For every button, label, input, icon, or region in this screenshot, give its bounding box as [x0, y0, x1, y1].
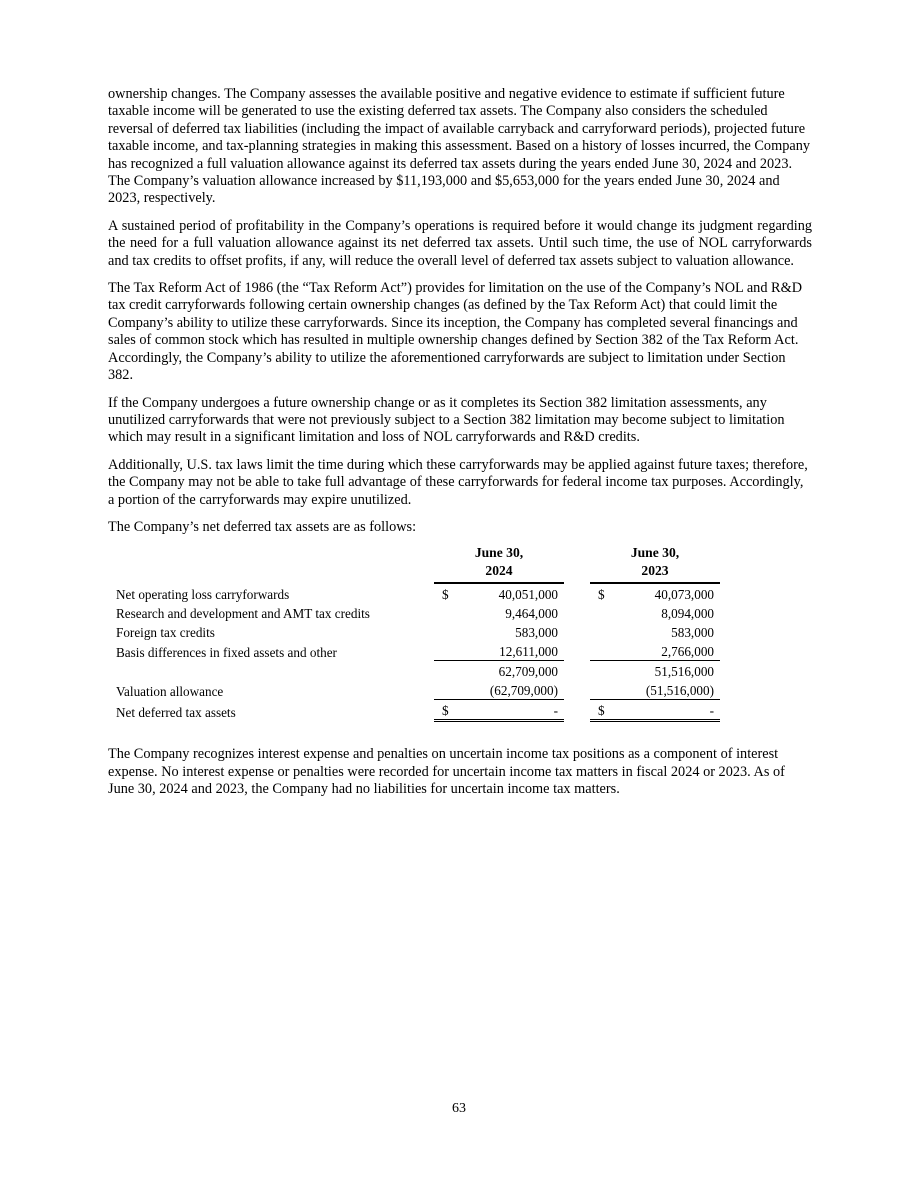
- page-content: [108, 86, 812, 809]
- table-row: Valuation allowance (62,709,000) (51,516,000): [116, 680, 720, 700]
- paragraph-tax-reform-act: The Tax Reform Act of 1986 (the “Tax Reform Act”) provides for limitation on the use of the Company’s NOL and R&D tax credit carryforwards following certain ownership changes (as defined by the Tax Reform Act) that could limit the Company’s ability to utilize these carryforwards. Since its inception, the Company has completed several financings and sales of common stock which has resulted in multiple ownership changes defined by Section 382 of the Tax Reform Act. Accordingly, the Company’s ability to utilize the aforementioned carryforwards are subject to limitation under Section 382.: [108, 280, 803, 384]
- deferred-tax-assets-table: [116, 544, 720, 722]
- table-header-row: [116, 544, 720, 583]
- page-number: 63: [452, 1101, 466, 1116]
- column-header-2023: June 30, 2023: [590, 544, 720, 583]
- paragraph-valuation-allowance: ownership changes. The Company assesses the available positive and negative evidence to estimate if sufficient future taxable income will be generated to use the existing deferred tax assets. The Company also considers the scheduled reversal of deferred tax liabilities (including the impact of available carryback and carryforward periods), projected future taxable income, and tax-planning strategies in making this assessment. Based on a history of losses incurred, the Company has recognized a full valuation allowance against its deferred tax assets during the years ended June 30, 2024 and 2023. The Company’s valuation allowance increased by $11,193,000 and $5,653,000 for the years ended June 30, 2024 and 2023, respectively.: [108, 86, 810, 207]
- table-row-subtotal: 62,709,000 51,516,000: [498, 664, 714, 680]
- table-row: Research and development and AMT tax credits 9,464,000 8,094,000: [116, 606, 714, 622]
- paragraph-profitability: A sustained period of profitability in the Company’s operations is required before it would change its judgment regarding the need for a full valuation allowance against its net deferred tax assets. Until such time, the use of NOL carryforwards and tax credits to offset profits, if any, will reduce the overall level of deferred tax assets subject to valuation allowance.: [108, 217, 812, 269]
- column-header-2024: June 30, 2024: [434, 544, 564, 583]
- paragraph-us-tax-laws: Additionally, U.S. tax laws limit the time during which these carryforwards may be applied against future taxes; therefore, the Company may not be able to take full advantage of these carryforwards for federal income tax purposes. Accordingly, a portion of the carryforwards may expire unutilized.: [108, 456, 808, 508]
- table-row-total: Net deferred tax assets $ - $ -: [116, 700, 720, 721]
- paragraph-ownership-change: If the Company undergoes a future ownership change or as it completes its Section 382 limitation assessments, any unutilized carryforwards that were not previously subject to a Section 382 limitation may become subject to limitation which may result in a significant limitation and loss of NOL carryforwards and R&D credits.: [108, 394, 785, 446]
- paragraph-interest-penalties: The Company recognizes interest expense and penalties on uncertain income tax positions as a component of interest expense. No interest expense or penalties were recorded for uncertain income tax matters in fiscal 2024 or 2023. As of June 30, 2024 and 2023, the Company had no liabilities for uncertain income tax matters.: [108, 746, 785, 798]
- table-row: Basis differences in fixed assets and other 12,611,000 2,766,000: [116, 641, 720, 661]
- table-row: Net operating loss carryforwards $ 40,051,000 $ 40,073,000: [116, 587, 714, 603]
- table-row: Foreign tax credits 583,000 583,000: [116, 625, 714, 641]
- paragraph-table-intro: The Company’s net deferred tax assets are as follows:: [108, 518, 417, 535]
